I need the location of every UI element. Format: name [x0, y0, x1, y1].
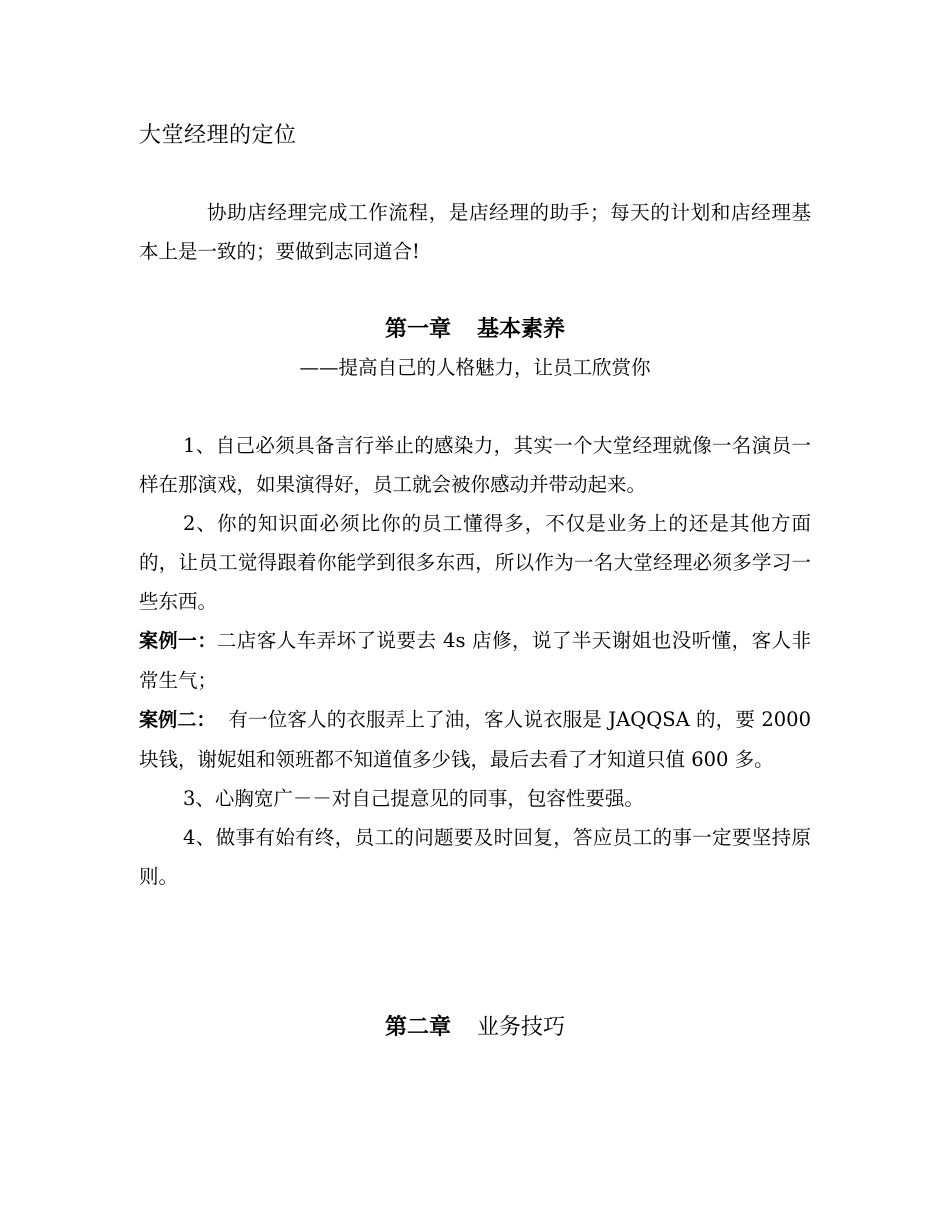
list-item: 3、心胸宽广－－对自己提意见的同事，包容性要强。	[183, 787, 644, 810]
chapter-1-body	[139, 426, 818, 896]
chapter-number: 第二章	[384, 1015, 451, 1040]
case-text: 有一位客人的衣服弄上了油，客人说衣服是 JAQQSA 的，要 2000 块钱，谢妮姐和领班都不知道值多少钱，最后去看了才知道只值 600 多。	[139, 708, 818, 771]
chapter-name: 业务技巧	[477, 1015, 566, 1040]
list-item: 4、做事有始有终，员工的问题要及时回复，答应员工的事一定要坚持原则。	[139, 826, 811, 888]
intro-paragraph: 协助店经理完成工作流程，是店经理的助手；每天的计划和店经理基本上是一致的；要做到志同道合!	[139, 201, 811, 263]
document-title: 大堂经理的定位	[139, 123, 297, 148]
case-example-2	[139, 700, 818, 779]
chapter-number: 第一章	[384, 317, 451, 342]
case-text: 二店客人车弄坏了说要去 4s 店修，说了半天谢姐也没听懂，客人非常生气；	[139, 629, 811, 692]
case-label: 案例二：	[139, 709, 216, 731]
list-item: 1、自己必须具备言行举止的感染力，其实一个大堂经理就像一名演员一样在那演戏，如果演得好，员工就会被你感动并带动起来。	[139, 434, 811, 496]
case-label: 案例一：	[139, 630, 217, 652]
case-example-1	[139, 621, 811, 700]
chapter-heading-1	[0, 312, 950, 343]
chapter-heading-2	[0, 1010, 950, 1041]
chapter-subtitle: ——提高自己的人格魅力，让员工欣赏你	[299, 356, 651, 379]
list-item: 2、你的知识面必须比你的员工懂得多，不仅是业务上的还是其他方面的，让员工觉得跟着你能学到很多东西，所以作为一名大堂经理必须多学习一些东西。	[139, 512, 811, 613]
chapter-name: 基本素养	[477, 317, 566, 342]
